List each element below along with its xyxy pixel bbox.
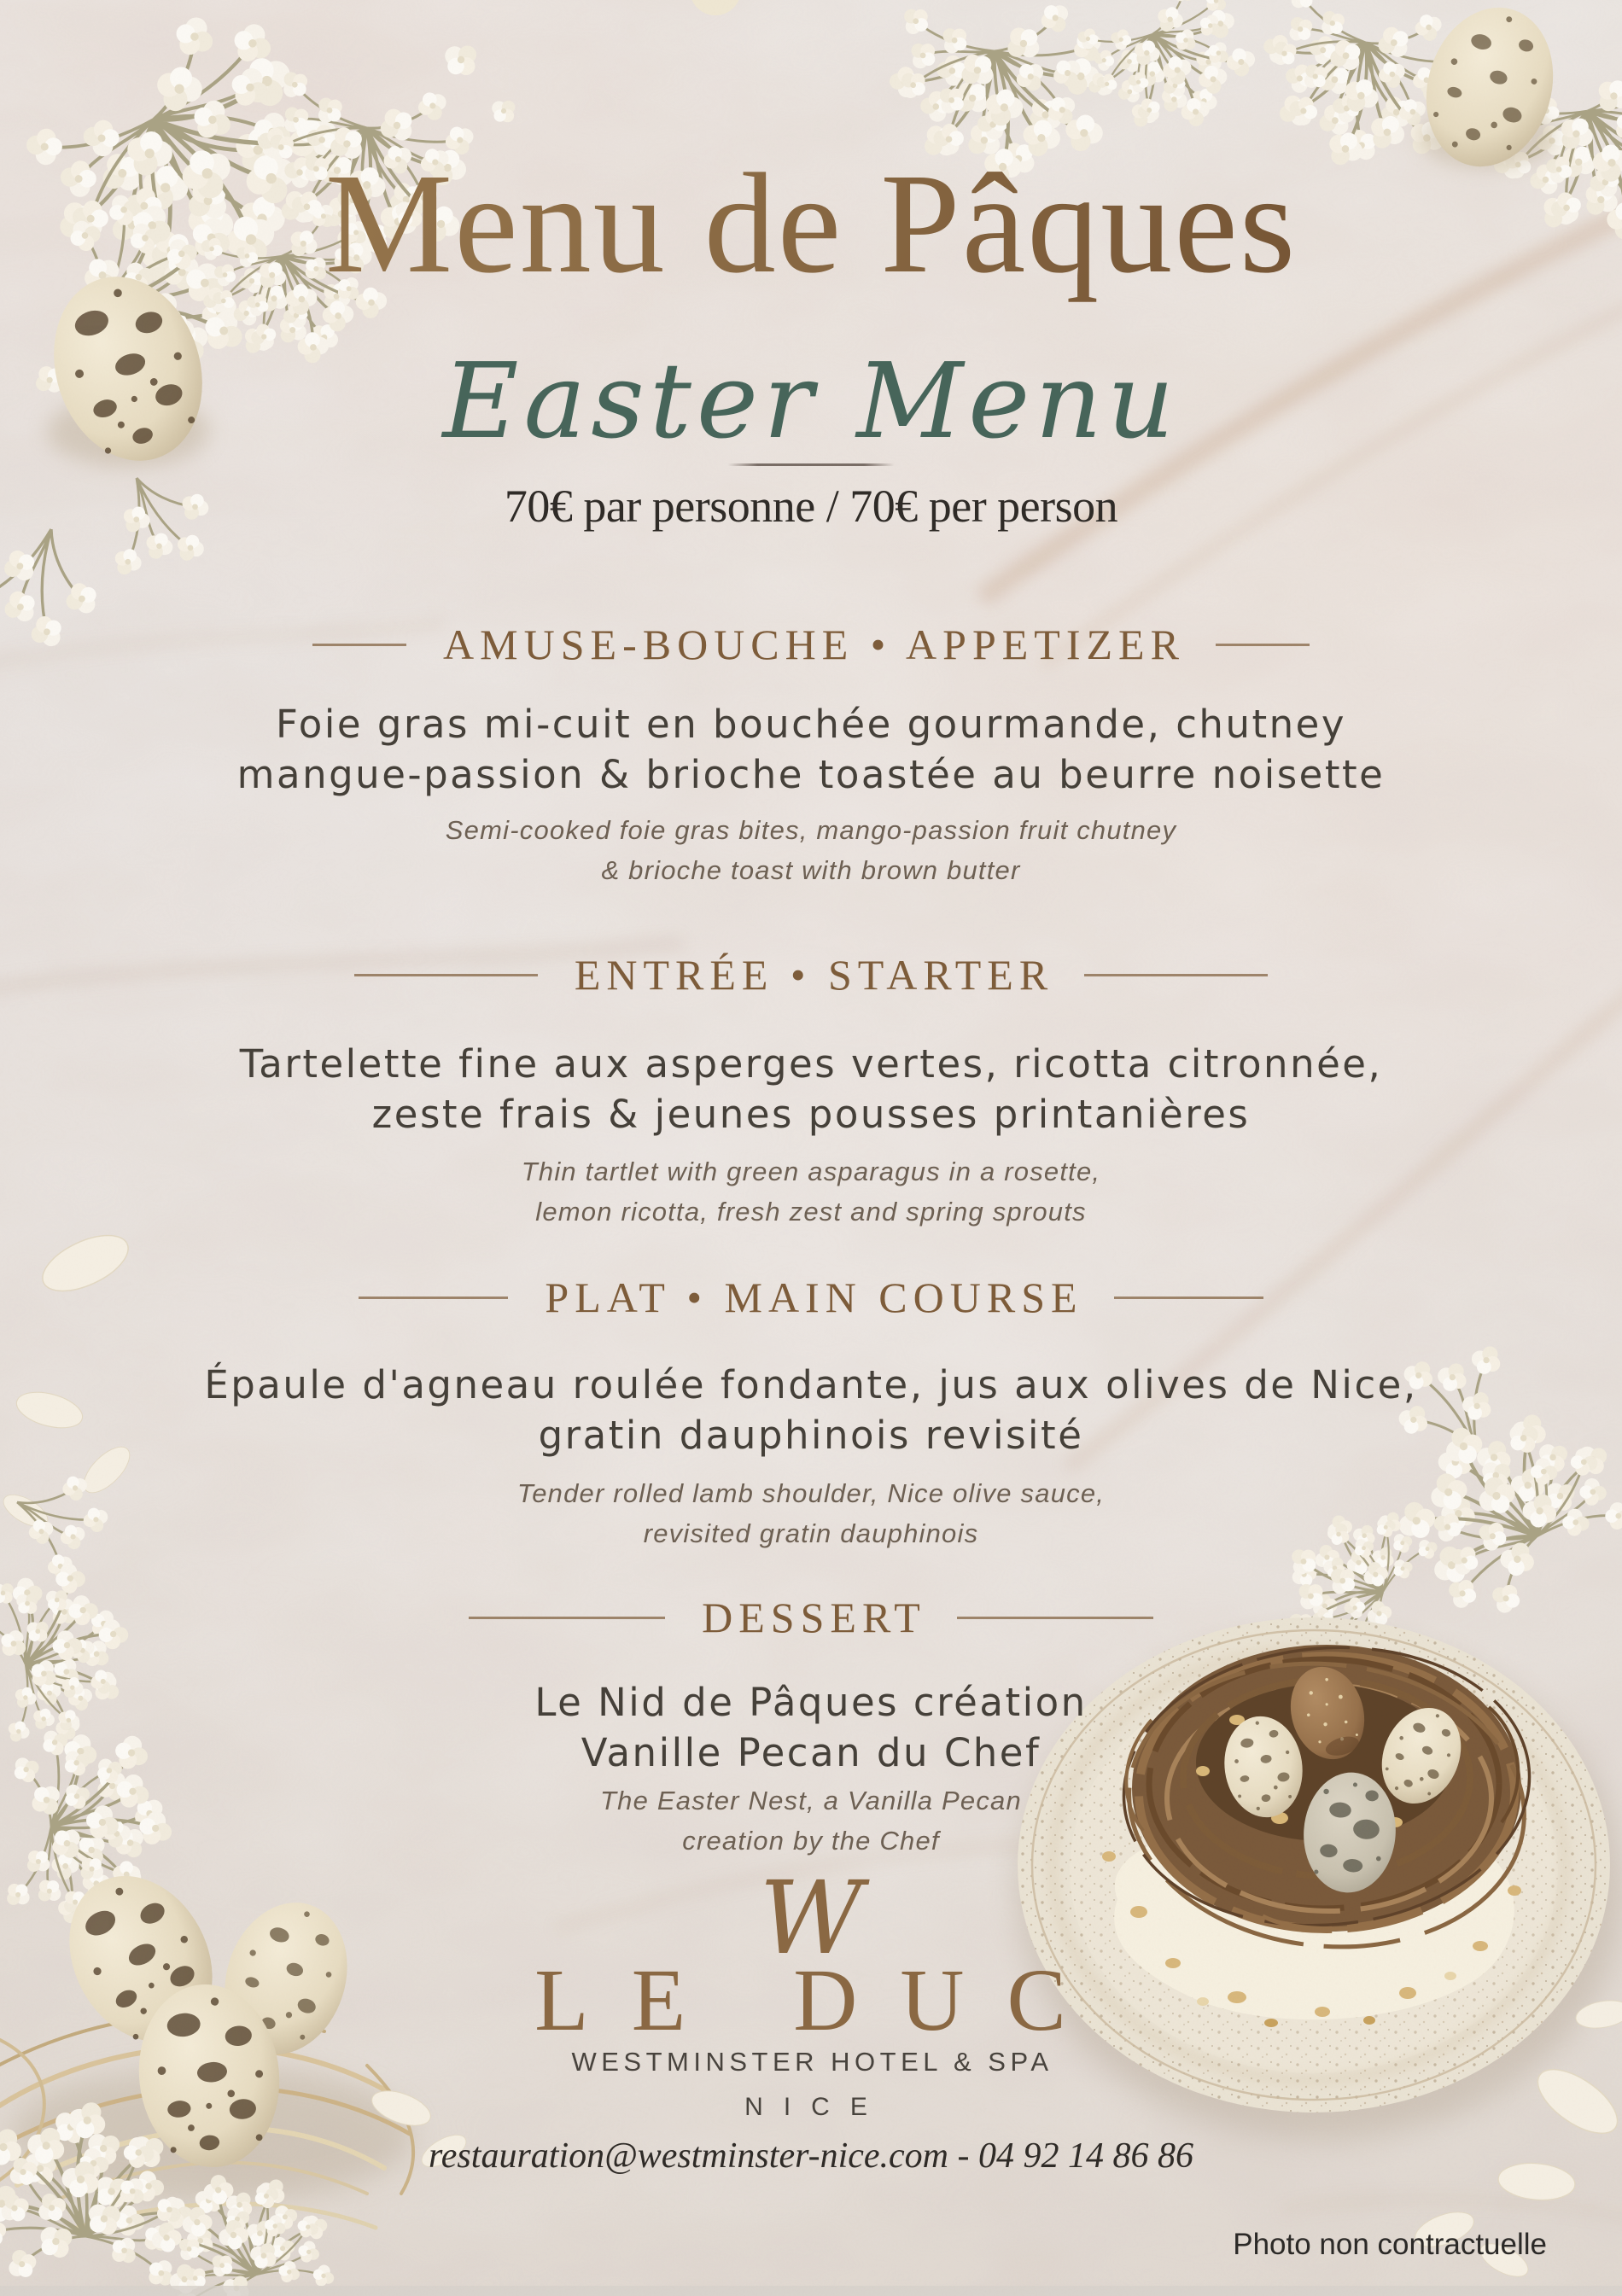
heading-rule-right <box>957 1617 1153 1619</box>
translation-line: Tender rolled lamb shoulder, Nice olive sauce, <box>516 1478 1106 1508</box>
translation-plat <box>0 1474 1622 1553</box>
restaurant-name: LE DUC <box>534 1951 1109 2049</box>
menu-title-french: Menu de Pâques <box>0 145 1622 303</box>
menu-title-english: Easter Menu <box>442 341 1180 462</box>
dish-line: Le Nid de Pâques création <box>534 1680 1088 1725</box>
heading-rule-right <box>1084 974 1268 976</box>
section-heading-entree <box>0 951 1622 999</box>
translation-line: creation by the Chef <box>682 1825 940 1856</box>
dish-plat <box>0 1361 1622 1460</box>
price-line: 70€ par personne / 70€ per person <box>504 481 1118 532</box>
heading-rule-left <box>354 974 538 976</box>
dish-line: gratin dauphinois revisité <box>538 1412 1084 1458</box>
translation-entree <box>0 1152 1622 1232</box>
heading-rule-left <box>359 1297 508 1299</box>
contact-line: restauration@westminster-nice.com - 04 92 14 86 86 <box>429 2136 1193 2176</box>
heading-rule-left <box>469 1617 665 1619</box>
dish-line: Épaule d'agneau roulée fondante, jus aux olives de Nice, <box>204 1362 1418 1407</box>
section-heading-text: PLAT • MAIN COURSE <box>545 1273 1083 1321</box>
dish-line: zeste frais & jeunes pousses printanières <box>371 1091 1251 1137</box>
translation-line: lemon ricotta, fresh zest and spring sprouts <box>535 1196 1087 1227</box>
translation-line: revisited gratin dauphinois <box>643 1518 979 1548</box>
translation-amuse-bouche <box>0 811 1622 890</box>
dish-dessert <box>0 1678 1622 1778</box>
dish-entree <box>0 1040 1622 1139</box>
translation-dessert <box>0 1781 1622 1861</box>
dish-amuse-bouche <box>0 700 1622 800</box>
section-heading-text: ENTRÉE • STARTER <box>574 951 1054 999</box>
dish-line: Foie gras mi-cuit en bouchée gourmande, chutney <box>276 702 1346 747</box>
section-heading-text: AMUSE-BOUCHE • APPETIZER <box>443 621 1185 668</box>
dish-line: mangue-passion & brioche toastée au beurre noisette <box>236 751 1386 797</box>
section-heading-dessert <box>0 1594 1622 1641</box>
dish-line: Tartelette fine aux asperges vertes, ricotta citronnée, <box>239 1041 1383 1087</box>
heading-rule-left <box>312 644 406 646</box>
section-heading-plat <box>0 1273 1622 1321</box>
translation-line: The Easter Nest, a Vanilla Pecan <box>600 1786 1022 1815</box>
translation-line: Thin tartlet with green asparagus in a rosette, <box>521 1157 1101 1186</box>
translation-line: Semi-cooked foie gras bites, mango-passion fruit chutney <box>445 815 1177 845</box>
heading-rule-right <box>1114 1297 1263 1299</box>
dish-line: Vanille Pecan du Chef <box>581 1729 1041 1775</box>
translation-line: & brioche toast with brown butter <box>601 854 1021 885</box>
title-divider <box>728 463 895 466</box>
photo-disclaimer: Photo non contractuelle <box>1233 2228 1547 2261</box>
westminster-monogram: W <box>759 1859 863 1977</box>
hotel-city: NICE <box>744 2093 888 2121</box>
section-heading-amuse-bouche <box>0 621 1622 668</box>
hotel-name: WESTMINSTER HOTEL & SPA <box>571 2047 1053 2077</box>
heading-rule-right <box>1216 644 1310 646</box>
section-heading-text: DESSERT <box>702 1594 926 1641</box>
